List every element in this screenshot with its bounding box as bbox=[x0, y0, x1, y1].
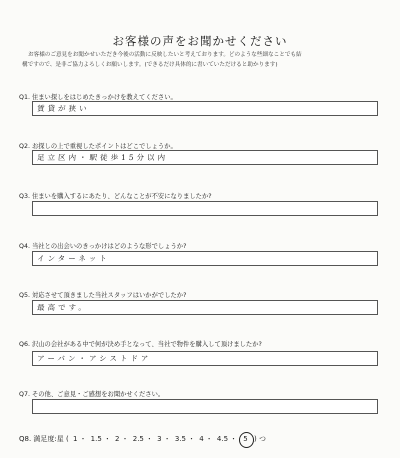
question-1-answer-box[interactable] bbox=[32, 101, 378, 116]
satisfaction-option[interactable]: 3.5 bbox=[174, 435, 186, 443]
question-4-label: Q4. 当社との出会いのきっかけはどのような形でしょうか? bbox=[19, 243, 187, 250]
question-7-label: Q7. その他、ご意見・ご感想をお聞かせください。 bbox=[19, 391, 165, 398]
satisfaction-option[interactable]: 2 bbox=[115, 435, 120, 443]
intro-line-2: 構ですので、是非ご協力よろしくお願いします。(できるだけ具体的に書いていただけると助かります) bbox=[22, 62, 278, 68]
satisfaction-suffix: ) つ bbox=[253, 435, 266, 443]
question-5-answer: 最高です。 bbox=[36, 303, 90, 312]
satisfaction-label: Q8. 満足度:星 ( bbox=[19, 435, 69, 443]
question-6-answer-box[interactable] bbox=[32, 351, 378, 366]
question-2-answer: 足立区内・駅徒歩15分以内 bbox=[36, 153, 169, 162]
question-6-answer: アーバン・アシストドア bbox=[36, 354, 152, 363]
question-3-label: Q3. 住まいを購入するにあたり、どんなことが不安になりましたか? bbox=[19, 193, 212, 200]
question-2-answer-box[interactable] bbox=[32, 150, 378, 165]
question-3-answer-box[interactable] bbox=[32, 201, 378, 216]
question-2-label: Q2. お探しの上で重視したポイントはどこでしょうか。 bbox=[19, 143, 177, 150]
satisfaction-option[interactable]: 3 bbox=[157, 435, 162, 443]
question-4-answer-box[interactable] bbox=[32, 251, 378, 266]
satisfaction-option[interactable]: 2.5 bbox=[132, 435, 144, 443]
question-1-answer: 賃貸が狭い bbox=[36, 104, 90, 113]
question-4-answer: インターネット bbox=[36, 254, 111, 263]
satisfaction-option[interactable]: 4.5 bbox=[216, 435, 229, 443]
question-5-label: Q5. 対応させて頂きました当社スタッフはいかがでしたか? bbox=[19, 292, 187, 299]
satisfaction-option[interactable]: 1.5 bbox=[90, 435, 102, 443]
satisfaction-option[interactable]: 4 bbox=[199, 435, 204, 443]
question-5-answer-box[interactable] bbox=[32, 300, 378, 315]
question-7-answer-box[interactable] bbox=[32, 399, 378, 414]
satisfaction-row: Q8. 満足度:星 ( 1 ・ 1.5 ・ 2 ・ 2.5 ・ 3 ・ 3.5 ・ 4 ・ 4.5 ・ 5 ) つ bbox=[19, 435, 266, 443]
survey-title: お客様の声をお聞かせください bbox=[112, 34, 288, 48]
satisfaction-option[interactable]: 1 bbox=[72, 435, 78, 443]
intro-line-1: お客様のご意見をお聞かせいただき今後の活動に反映したいと考えております。どのような些細なことでも結 bbox=[28, 52, 302, 58]
question-1-label: Q1. 住まい探しをはじめたきっかけを教えてください。 bbox=[19, 94, 177, 101]
question-6-label: Q6. 沢山の会社がある中で何が決め手となって、当社で物件を購入して頂けましたか? bbox=[19, 341, 262, 348]
satisfaction-option-selected[interactable]: 5 bbox=[243, 435, 248, 443]
intro-text bbox=[22, 50, 384, 70]
